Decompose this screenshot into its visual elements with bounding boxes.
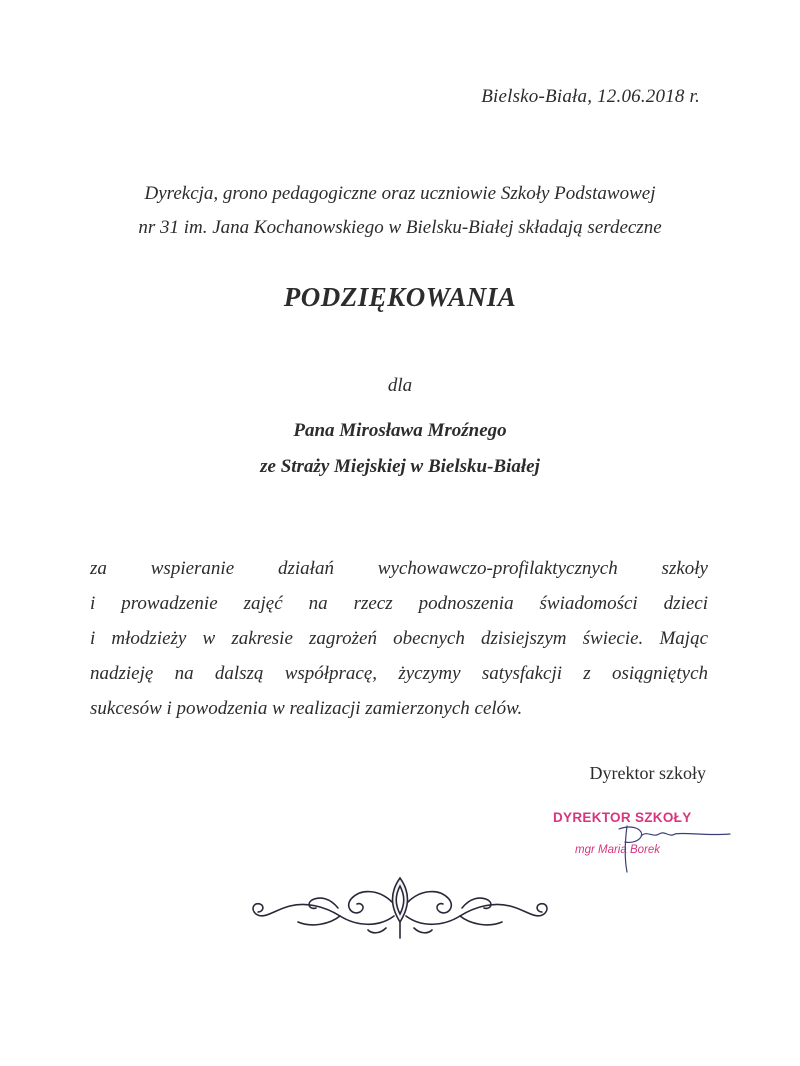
body-line: nadzieję na dalszą współpracę, życzymy satysfakcji z osiągniętych [90, 663, 708, 684]
stamp-title: DYREKTOR SZKOŁY [553, 810, 692, 825]
stamp-name: mgr Maria Borek [575, 844, 660, 856]
letter-date: Bielsko-Biała, 12.06.2018 r. [481, 86, 700, 107]
body-line: za wspieranie działań wychowawczo-profilaktycznych szkoły [90, 558, 708, 579]
director-stamp [545, 806, 735, 876]
recipient [0, 413, 800, 485]
handwritten-signature [545, 806, 735, 876]
letter-body [90, 551, 708, 726]
intro-line: Dyrekcja, grono pedagogiczne oraz uczniowie Szkoły Podstawowej [144, 183, 656, 204]
recipient-name: Pana Mirosława Mroźnego [293, 420, 507, 441]
decorative-flourish-icon [240, 872, 560, 944]
body-line: i młodzieży w zakresie zagrożeń obecnych dzisiejszym świecie. Mając [90, 628, 708, 649]
intro-line: nr 31 im. Jana Kochanowskiego w Bielsku-Białej składają serdeczne [138, 217, 662, 238]
recipient-organization: ze Straży Miejskiej w Bielsku-Białej [260, 456, 540, 477]
letter-title: PODZIĘKOWANIA [283, 282, 517, 312]
body-line: i prowadzenie zajęć na rzecz podnoszenia świadomości dzieci [90, 593, 708, 614]
for-label: dla [387, 375, 413, 396]
letter-intro [80, 177, 720, 245]
signature-title: Dyrektor szkoły [589, 763, 706, 783]
body-line: sukcesów i powodzenia w realizacji zamierzonych celów. [90, 698, 523, 719]
